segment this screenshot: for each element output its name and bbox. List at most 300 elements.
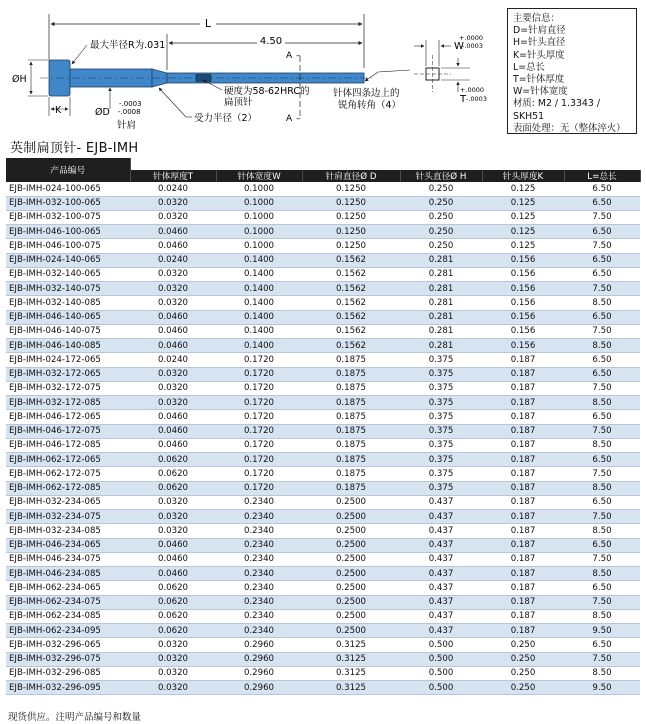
table-row — [6, 396, 640, 410]
table-cell: 0.125 — [482, 196, 564, 210]
table-cell: 0.0320 — [130, 638, 216, 652]
table-cell: 0.1250 — [302, 196, 400, 210]
table-row — [6, 581, 640, 595]
table-cell: 8.50 — [564, 438, 640, 452]
table-cell: 7.50 — [564, 510, 640, 524]
table-cell: 0.250 — [400, 239, 482, 253]
table-cell: 0.1875 — [302, 396, 400, 410]
table-cell: 0.2960 — [216, 681, 302, 695]
part-number-cell: EJB-IMH-032-140-075 — [6, 282, 130, 296]
table-cell: 0.1875 — [302, 481, 400, 495]
table-cell: 9.50 — [564, 624, 640, 638]
tol-D-top: -.0003 — [119, 100, 142, 108]
section-label-top: A — [286, 51, 293, 61]
table-cell: 0.1875 — [302, 467, 400, 481]
table-cell: 0.375 — [400, 410, 482, 424]
table-cell: 0.0460 — [130, 324, 216, 338]
table-cell: 0.2340 — [216, 524, 302, 538]
table-cell: 0.250 — [400, 210, 482, 224]
table-cell: 0.187 — [482, 453, 564, 467]
svg-text:-.0003: -.0003 — [466, 95, 487, 103]
table-cell: 9.50 — [564, 681, 640, 695]
table-row — [6, 196, 640, 210]
part-number-cell: EJB-IMH-062-234-075 — [6, 595, 130, 609]
table-cell: 0.437 — [400, 495, 482, 509]
part-number-cell: EJB-IMH-032-296-075 — [6, 652, 130, 666]
part-number-cell: EJB-IMH-062-234-085 — [6, 609, 130, 623]
table-cell: 0.1720 — [216, 438, 302, 452]
table-row — [6, 210, 640, 224]
table-cell: 0.500 — [400, 638, 482, 652]
part-number-cell: EJB-IMH-024-140-065 — [6, 253, 130, 267]
table-cell: 0.1250 — [302, 210, 400, 224]
table-cell: 0.1720 — [216, 381, 302, 395]
part-number-cell: EJB-IMH-046-140-085 — [6, 339, 130, 353]
table-cell: 0.1720 — [216, 453, 302, 467]
table-row — [6, 524, 640, 538]
table-cell: 0.187 — [482, 410, 564, 424]
shoulder-label: 针肩 — [117, 120, 137, 131]
info-line: K=针头厚度 — [513, 49, 565, 61]
table-cell: 7.50 — [564, 552, 640, 566]
table-cell: 0.0320 — [130, 381, 216, 395]
table-row — [6, 510, 640, 524]
table-cell: 0.2960 — [216, 666, 302, 680]
table-cell: 0.187 — [482, 581, 564, 595]
section-arrow-top: – — [296, 51, 301, 61]
part-number-cell: EJB-IMH-032-296-065 — [6, 638, 130, 652]
table-cell: 7.50 — [564, 467, 640, 481]
table-cell: 0.0240 — [130, 182, 216, 196]
part-number-cell: EJB-IMH-032-100-075 — [6, 210, 130, 224]
info-line: W=针体宽度 — [513, 86, 568, 98]
part-number-cell: EJB-IMH-046-172-075 — [6, 424, 130, 438]
ejector-pin — [40, 60, 372, 96]
part-number-cell: EJB-IMH-062-172-065 — [6, 453, 130, 467]
table-cell: 0.1000 — [216, 210, 302, 224]
table-cell: 0.187 — [482, 552, 564, 566]
table-row — [6, 666, 640, 680]
table-cell: 0.1562 — [302, 310, 400, 324]
table-cell: 0.1720 — [216, 424, 302, 438]
table-cell: 0.2500 — [302, 538, 400, 552]
table-cell: 0.0460 — [130, 239, 216, 253]
table-cell: 0.250 — [400, 225, 482, 239]
table-cell: 7.50 — [564, 381, 640, 395]
table-cell: 0.1720 — [216, 353, 302, 367]
info-line: 材质: M2 / 1.3343 / — [513, 98, 601, 110]
info-line: D=针肩直径 — [513, 25, 566, 37]
table-row — [6, 324, 640, 338]
svg-text:针体四条边上的: 针体四条边上的 — [333, 88, 400, 99]
header-head-thickness: 针头厚度K — [482, 170, 564, 182]
table-cell: 0.2500 — [302, 495, 400, 509]
part-number-cell: EJB-IMH-062-234-095 — [6, 624, 130, 638]
svg-text:-.0003: -.0003 — [462, 42, 483, 50]
table-cell: 6.50 — [564, 225, 640, 239]
table-cell: 6.50 — [564, 453, 640, 467]
table-body — [6, 182, 640, 695]
table-cell: 6.50 — [564, 310, 640, 324]
table-cell: 0.187 — [482, 609, 564, 623]
part-number-cell: EJB-IMH-032-234-085 — [6, 524, 130, 538]
table-cell: 0.1400 — [216, 310, 302, 324]
table-cell: 0.0320 — [130, 210, 216, 224]
table-cell: 0.3125 — [302, 652, 400, 666]
table-row — [6, 638, 640, 652]
table-cell: 0.125 — [482, 225, 564, 239]
table-cell: 0.125 — [482, 210, 564, 224]
dim-OD-label: ØD — [95, 107, 110, 118]
table-row — [6, 282, 640, 296]
table-cell: 6.50 — [564, 538, 640, 552]
table-cell: 0.500 — [400, 652, 482, 666]
header-shoulder-dia: 针肩直径Ø D — [302, 170, 400, 182]
table-row — [6, 353, 640, 367]
table-cell: 0.281 — [400, 324, 482, 338]
table-cell: 0.187 — [482, 467, 564, 481]
table-cell: 0.0460 — [130, 552, 216, 566]
table-cell: 0.156 — [482, 267, 564, 281]
table-row — [6, 267, 640, 281]
dimension-K — [49, 97, 70, 116]
table-cell: 0.1562 — [302, 253, 400, 267]
table-cell: 8.50 — [564, 609, 640, 623]
table-cell: 0.1720 — [216, 410, 302, 424]
table-cell: 0.437 — [400, 609, 482, 623]
table-cell: 0.375 — [400, 353, 482, 367]
table-cell: 6.50 — [564, 267, 640, 281]
table-cell: 0.187 — [482, 495, 564, 509]
table-cell: 0.0320 — [130, 524, 216, 538]
table-cell: 0.156 — [482, 324, 564, 338]
svg-text:最大半径R为.031: 最大半径R为.031 — [90, 40, 166, 51]
table-cell: 6.50 — [564, 182, 640, 196]
info-line: H=针头直径 — [513, 37, 566, 49]
page-title: 英制扁顶针- EJB-IMH — [10, 141, 139, 156]
table-cell: 0.2500 — [302, 552, 400, 566]
table-cell: 0.250 — [482, 681, 564, 695]
section-label-bottom: A — [286, 114, 293, 124]
table-cell: 0.500 — [400, 681, 482, 695]
table-cell: 0.0320 — [130, 267, 216, 281]
table-cell: 0.0320 — [130, 681, 216, 695]
table-cell: 8.50 — [564, 567, 640, 581]
table-cell: 0.1562 — [302, 324, 400, 338]
table-cell: 0.375 — [400, 438, 482, 452]
part-number-cell: EJB-IMH-032-234-075 — [6, 510, 130, 524]
table-cell: 0.281 — [400, 339, 482, 353]
info-line: 表面处理：无（整体淬火） — [513, 122, 626, 134]
table-cell: 0.375 — [400, 396, 482, 410]
table-cell: 0.250 — [482, 666, 564, 680]
info-line: L=总长 — [513, 61, 545, 73]
table-cell: 0.1720 — [216, 367, 302, 381]
dim-T-label: T — [460, 94, 467, 105]
table-cell: 0.250 — [482, 652, 564, 666]
table-row — [6, 652, 640, 666]
table-cell: 0.0460 — [130, 339, 216, 353]
table-row — [6, 495, 640, 509]
table-cell: 0.375 — [400, 424, 482, 438]
table-cell: 0.156 — [482, 339, 564, 353]
table-row — [6, 552, 640, 566]
table-cell: 0.2960 — [216, 652, 302, 666]
table-cell: 0.187 — [482, 438, 564, 452]
table-cell: 0.0460 — [130, 410, 216, 424]
table-cell: 6.50 — [564, 353, 640, 367]
table-cell: 0.156 — [482, 296, 564, 310]
table-cell: 0.0460 — [130, 538, 216, 552]
info-heading: 主要信息： — [513, 13, 560, 24]
table-row — [6, 595, 640, 609]
table-cell: 0.2500 — [302, 581, 400, 595]
table-cell: 8.50 — [564, 396, 640, 410]
table-cell: 0.437 — [400, 510, 482, 524]
table-cell: 0.1400 — [216, 324, 302, 338]
table-row — [6, 410, 640, 424]
table-row — [6, 681, 640, 695]
table-cell: 0.187 — [482, 353, 564, 367]
table-row — [6, 538, 640, 552]
table-cell: 0.281 — [400, 296, 482, 310]
table-cell: 0.187 — [482, 481, 564, 495]
table-cell: 0.1400 — [216, 282, 302, 296]
table-cell: 0.1562 — [302, 296, 400, 310]
callout-max-radius — [72, 39, 165, 64]
table-cell: 0.2340 — [216, 495, 302, 509]
table-cell: 0.375 — [400, 367, 482, 381]
table-cell: 7.50 — [564, 324, 640, 338]
table-cell: 8.50 — [564, 296, 640, 310]
part-number-cell: EJB-IMH-032-140-085 — [6, 296, 130, 310]
table-row — [6, 239, 640, 253]
part-number-cell: EJB-IMH-032-172-085 — [6, 396, 130, 410]
table-cell: 6.50 — [564, 638, 640, 652]
table-cell: 0.375 — [400, 453, 482, 467]
header-part-number: 产品编号 — [6, 158, 130, 182]
table-cell: 0.3125 — [302, 681, 400, 695]
table-cell: 7.50 — [564, 210, 640, 224]
table-cell: 0.187 — [482, 396, 564, 410]
svg-text:扁顶针: 扁顶针 — [224, 97, 253, 108]
table-cell: 0.0620 — [130, 609, 216, 623]
part-number-cell: EJB-IMH-024-100-065 — [6, 182, 130, 196]
table-cell: 0.0620 — [130, 581, 216, 595]
table-cell: 0.3125 — [302, 666, 400, 680]
table-cell: 0.437 — [400, 624, 482, 638]
table-cell: 8.50 — [564, 481, 640, 495]
table-cell: 0.2960 — [216, 638, 302, 652]
dim-OH-label: ØH — [12, 74, 27, 85]
table-row — [6, 453, 640, 467]
table-row — [6, 339, 640, 353]
table-cell: 0.0320 — [130, 367, 216, 381]
svg-text:+.0000: +.0000 — [460, 86, 485, 94]
table-cell: 0.2340 — [216, 624, 302, 638]
table-cell: 0.250 — [482, 638, 564, 652]
header-thickness: 针体厚度T — [130, 170, 216, 182]
table-cell: 0.1000 — [216, 225, 302, 239]
table-cell: 7.50 — [564, 282, 640, 296]
table-cell: 6.50 — [564, 495, 640, 509]
tol-D-bottom: -.0008 — [118, 108, 141, 116]
table-cell: 0.1400 — [216, 253, 302, 267]
table-cell: 8.50 — [564, 524, 640, 538]
table-cell: 0.3125 — [302, 638, 400, 652]
info-line: T=针体厚度 — [513, 74, 565, 86]
table-cell: 0.0460 — [130, 310, 216, 324]
table-cell: 0.187 — [482, 510, 564, 524]
table-cell: 0.2500 — [302, 510, 400, 524]
table-row — [6, 609, 640, 623]
table-cell: 0.2500 — [302, 624, 400, 638]
table-cell: 0.156 — [482, 282, 564, 296]
table-cell: 0.1720 — [216, 467, 302, 481]
part-number-cell: EJB-IMH-046-140-075 — [6, 324, 130, 338]
table-cell: 0.1875 — [302, 424, 400, 438]
table-cell: 0.375 — [400, 481, 482, 495]
cross-section — [414, 34, 487, 105]
dimension-450 — [167, 34, 362, 70]
table-cell: 0.0320 — [130, 652, 216, 666]
table-cell: 0.1875 — [302, 353, 400, 367]
footer-note: 现货供应。注明产品编号和数量 — [8, 712, 142, 723]
table-cell: 0.187 — [482, 524, 564, 538]
table-cell: 0.1000 — [216, 182, 302, 196]
table-cell: 0.281 — [400, 310, 482, 324]
part-number-cell: EJB-IMH-032-172-065 — [6, 367, 130, 381]
table-cell: 6.50 — [564, 367, 640, 381]
table-cell: 0.1400 — [216, 296, 302, 310]
table-cell: 0.0320 — [130, 196, 216, 210]
table-cell: 0.187 — [482, 367, 564, 381]
table-cell: 0.500 — [400, 666, 482, 680]
table-cell: 0.1400 — [216, 339, 302, 353]
table-cell: 0.1562 — [302, 339, 400, 353]
table-cell: 0.1250 — [302, 182, 400, 196]
table-cell: 0.0320 — [130, 495, 216, 509]
part-number-cell: EJB-IMH-062-172-085 — [6, 481, 130, 495]
part-number-cell: EJB-IMH-032-296-095 — [6, 681, 130, 695]
table-cell: 0.281 — [400, 267, 482, 281]
table-cell: 0.2340 — [216, 552, 302, 566]
table-cell: 0.1562 — [302, 267, 400, 281]
header-length: L=总长 — [564, 170, 640, 182]
table-cell: 0.1250 — [302, 239, 400, 253]
table-cell: 7.50 — [564, 652, 640, 666]
table-cell: 0.1875 — [302, 367, 400, 381]
table-cell: 0.437 — [400, 581, 482, 595]
table-cell: 0.281 — [400, 282, 482, 296]
table-row — [6, 567, 640, 581]
svg-text:受力半径（2）: 受力半径（2） — [194, 113, 258, 124]
table-cell: 0.1875 — [302, 410, 400, 424]
table-cell: 0.437 — [400, 538, 482, 552]
part-number-cell: EJB-IMH-046-100-065 — [6, 225, 130, 239]
table-cell: 0.187 — [482, 381, 564, 395]
header-head-dia: 针头直径Ø H — [400, 170, 482, 182]
part-number-cell: EJB-IMH-046-234-085 — [6, 567, 130, 581]
table-cell: 0.1562 — [302, 282, 400, 296]
callout-hardness — [203, 80, 310, 108]
part-number-cell: EJB-IMH-046-172-085 — [6, 438, 130, 452]
table-cell: 0.375 — [400, 467, 482, 481]
part-number-cell: EJB-IMH-032-140-065 — [6, 267, 130, 281]
table-cell: 0.1250 — [302, 225, 400, 239]
table-cell: 8.50 — [564, 666, 640, 680]
table-cell: 0.0320 — [130, 396, 216, 410]
table-row — [6, 296, 640, 310]
dim-450-label: 4.50 — [259, 36, 283, 47]
table-cell: 0.437 — [400, 524, 482, 538]
table-cell: 0.1720 — [216, 396, 302, 410]
table-cell: 0.187 — [482, 567, 564, 581]
table-row — [6, 310, 640, 324]
table-cell: 0.437 — [400, 567, 482, 581]
product-table — [6, 158, 641, 695]
table-cell: 0.0460 — [130, 424, 216, 438]
dim-W-label: W — [454, 41, 464, 52]
table-cell: 0.1000 — [216, 196, 302, 210]
table-cell: 0.187 — [482, 424, 564, 438]
svg-text:锐角转角（4）: 锐角转角（4） — [338, 100, 402, 111]
table-cell: 0.250 — [400, 182, 482, 196]
info-line: SKH51 — [513, 110, 545, 122]
table-row — [6, 481, 640, 495]
table-cell: 0.0320 — [130, 282, 216, 296]
table-cell: 7.50 — [564, 239, 640, 253]
table-cell: 7.50 — [564, 424, 640, 438]
part-number-cell: EJB-IMH-032-172-075 — [6, 381, 130, 395]
table-row — [6, 438, 640, 452]
part-number-cell: EJB-IMH-046-140-065 — [6, 310, 130, 324]
part-number-cell: EJB-IMH-046-234-065 — [6, 538, 130, 552]
table-cell: 0.250 — [400, 196, 482, 210]
table-cell: 0.0620 — [130, 481, 216, 495]
table-cell: 0.0620 — [130, 595, 216, 609]
table-cell: 0.1720 — [216, 481, 302, 495]
table-cell: 0.2340 — [216, 595, 302, 609]
table-cell: 6.50 — [564, 410, 640, 424]
table-row — [6, 253, 640, 267]
part-number-cell: EJB-IMH-062-234-065 — [6, 581, 130, 595]
table-cell: 0.437 — [400, 595, 482, 609]
table-row — [6, 367, 640, 381]
table-cell: 0.2340 — [216, 609, 302, 623]
table-cell: 0.0460 — [130, 225, 216, 239]
table-cell: 0.187 — [482, 538, 564, 552]
table-cell: 0.125 — [482, 182, 564, 196]
part-number-cell: EJB-IMH-032-296-085 — [6, 666, 130, 680]
dim-K-label: K — [55, 105, 62, 116]
table-cell: 0.2340 — [216, 538, 302, 552]
table-cell: 0.1000 — [216, 239, 302, 253]
table-cell: 0.2500 — [302, 609, 400, 623]
table-cell: 0.375 — [400, 381, 482, 395]
table-cell: 6.50 — [564, 581, 640, 595]
table-cell: 0.187 — [482, 595, 564, 609]
table-cell: 0.1875 — [302, 453, 400, 467]
table-cell: 0.2500 — [302, 595, 400, 609]
table-cell: 0.437 — [400, 552, 482, 566]
table-cell: 0.0320 — [130, 666, 216, 680]
table-row — [6, 381, 640, 395]
table-cell: 0.0460 — [130, 438, 216, 452]
table-cell: 6.50 — [564, 253, 640, 267]
part-number-cell: EJB-IMH-046-100-075 — [6, 239, 130, 253]
table-cell: 8.50 — [564, 339, 640, 353]
